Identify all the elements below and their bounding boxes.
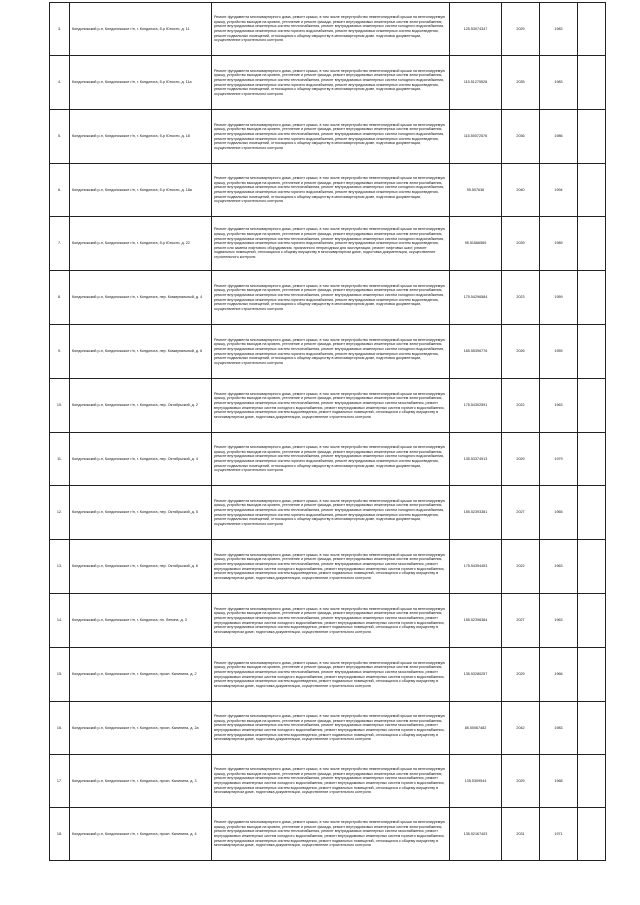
cost-cell: 155.52393381 [450,486,502,540]
table-row [50,217,606,271]
cost-cell: 135.53280257 [450,648,502,702]
table-row [50,808,606,861]
table-row [50,3,606,56]
row-number: 17. [50,755,70,808]
planned-year-cell: 2027 [502,594,540,648]
empty-cell [578,3,606,56]
table-row [50,271,606,325]
row-number: 9. [50,325,70,379]
build-year-cell: 1959 [540,271,578,325]
row-number: 8. [50,271,70,325]
cost-cell: 115.50072576 [450,110,502,164]
row-number: 7. [50,217,70,271]
works-cell: Ремонт фундамента многоквартирного дома, ремонт крыши, в том числе переустройство невентилируемой крыши на вентилируемую крышу, устройство выходов на кровлю, утепление и ремонт фасада, ремонт внутридомовых инженерных систем электроснабжения, ремонт внутридомовых инженерных систем теплоснабжения, ремонт внутридомовых инженерных систем газоснабжения, ремонт внутридомовых инженерных систем холодного водоснабжения, ремонт внутридомовых инженерных систем горячего водоснабжения, ремонт внутридомовых инженерных систем водоотведения, ремонт подвальных помещений, относящихся к общему имуществу в многоквартирном доме, подготовка документации, осуществление строительного контроля [212,755,450,808]
planned-year-cell: 2029 [502,755,540,808]
address-cell: Кондопожский р-н, Кондопожское г/п, г. Кондопога, б-р Юности, д. 18 [70,110,212,164]
cost-cell: 155.52396384 [450,594,502,648]
table-body [50,3,606,861]
empty-cell [578,808,606,861]
row-number: 13. [50,540,70,594]
table-row [50,325,606,379]
row-number: 11. [50,433,70,486]
planned-year-cell: 2039 [502,217,540,271]
empty-cell [578,648,606,702]
build-year-cell: 1979 [540,433,578,486]
housing-repair-table [49,2,606,861]
empty-cell [578,217,606,271]
cost-cell: 95.51666565 [450,217,502,271]
address-cell: Кондопожский р-н, Кондопожское г/п, г. Кондопога, пер. Октябрьский, д. 2 [70,379,212,433]
build-year-cell: 1983 [540,3,578,56]
build-year-cell: 1971 [540,808,578,861]
works-cell: Ремонт фундамента многоквартирного дома, ремонт крыши, в том числе переустройство невентилируемой крыши на вентилируемую крышу, устройство выходов на кровлю, утепление и ремонт фасада, ремонт внутридомовых инженерных систем электроснабжения, ремонт внутридомовых инженерных систем теплоснабжения, ремонт внутридомовых инженерных систем холодного водоснабжения, ремонт внутридомовых инженерных систем горячего водоснабжения, ремонт внутридомовых инженерных систем водоотведения, ремонт подвальных помещений, относящихся к общему имуществу в многоквартирном доме, подготовка документации, осуществление строительного контроля [212,433,450,486]
works-cell: Ремонт фундамента многоквартирного дома, ремонт крыши, в том числе переустройство невентилируемой крыши на вентилируемую крышу, устройство выходов на кровлю, утепление и ремонт фасада, ремонт внутридомовых инженерных систем электроснабжения, ремонт внутридомовых инженерных систем теплоснабжения, ремонт внутридомовых инженерных систем газоснабжения, ремонт внутридомовых инженерных систем холодного водоснабжения, ремонт внутридомовых инженерных систем горячего водоснабжения, ремонт внутридомовых инженерных систем водоотведения, ремонт подвальных помещений, относящихся к общему имуществу в многоквартирном доме, подготовка документации, осуществление строительного контроля [212,808,450,861]
table-row [50,379,606,433]
planned-year-cell: 2040 [502,164,540,217]
planned-year-cell: 2026 [502,325,540,379]
cost-cell: 135.52167403 [450,808,502,861]
table-row [50,110,606,164]
table-row [50,648,606,702]
cost-cell: 85.50067482 [450,702,502,755]
works-cell: Ремонт фундамента многоквартирного дома, ремонт крыши, в том числе переустройство невентилируемой крыши на вентилируемую крышу, устройство выходов на кровлю, утепление и ремонт фасада, ремонт внутридомовых инженерных систем электроснабжения, ремонт внутридомовых инженерных систем теплоснабжения, ремонт внутридомовых инженерных систем холодного водоснабжения, ремонт внутридомовых инженерных систем горячего водоснабжения, ремонт внутридомовых инженерных систем водоотведения, ремонт подвальных помещений, относящихся к общему имуществу в многоквартирном доме, подготовка документации, осуществление строительного контроля [212,164,450,217]
build-year-cell: 1963 [540,594,578,648]
row-number: 15. [50,648,70,702]
address-cell: Кондопожский р-н, Кондопожское г/п, г. Кондопога, пер. Октябрьский, д. 6 [70,540,212,594]
cost-cell: 175.54394453 [450,540,502,594]
works-cell: Ремонт фундамента многоквартирного дома, ремонт крыши, в том числе переустройство невентилируемой крыши на вентилируемую крышу, устройство выходов на кровлю, утепление и ремонт фасада, ремонт внутридомовых инженерных систем электроснабжения, ремонт внутридомовых инженерных систем теплоснабжения, ремонт внутридомовых инженерных систем холодного водоснабжения, ремонт внутридомовых инженерных систем горячего водоснабжения, ремонт внутридомовых инженерных систем водоотведения, ремонт подвальных помещений, относящихся к общему имуществу в многоквартирном доме, подготовка документации, осуществление строительного контроля [212,56,450,110]
table-row [50,540,606,594]
address-cell: Кондопожский р-н, Кондопожское г/п, г. Кондопога, б-р Юности, д. 18а [70,164,212,217]
address-cell: Кондопожский р-н, Кондопожское г/п, г. Кондопога, пер. Коммунальный, д. 4 [70,271,212,325]
planned-year-cell: 2027 [502,486,540,540]
build-year-cell: 1965 [540,486,578,540]
address-cell: Кондопожский р-н, Кондопожское г/п, г. Кондопога, просп. Калинина, д. 4 [70,808,212,861]
row-number: 14. [50,594,70,648]
row-number: 5. [50,110,70,164]
planned-year-cell: 2029 [502,3,540,56]
address-cell: Кондопожский р-н, Кондопожское г/п, г. Кондопога, б-р Юности, д. 11 [70,3,212,56]
cost-cell: 175.54302591 [450,379,502,433]
empty-cell [578,56,606,110]
address-cell: Кондопожский р-н, Кондопожское г/п, г. Кондопога, б-р Юности, д. 11а [70,56,212,110]
address-cell: Кондопожский р-н, Кондопожское г/п, г. Кондопога, просп. Калинина, д. 2 [70,648,212,702]
table-row [50,433,606,486]
empty-cell [578,379,606,433]
works-cell: Ремонт фундамента многоквартирного дома, ремонт крыши, в том числе переустройство невентилируемой крыши на вентилируемую крышу, устройство выходов на кровлю, утепление и ремонт фасада, ремонт внутридомовых инженерных систем электроснабжения, ремонт внутридомовых инженерных систем теплоснабжения, ремонт внутридомовых инженерных систем холодного водоснабжения, ремонт внутридомовых инженерных систем горячего водоснабжения, ремонт внутридомовых инженерных систем водоотведения, ремонт подвальных помещений, относящихся к общему имуществу в многоквартирном доме, подготовка документации, осуществление строительного контроля [212,325,450,379]
address-cell: Кондопожский р-н, Кондопожское г/п, г. Кондопога, просп. Калинина, д. 3 [70,755,212,808]
planned-year-cell: 2023 [502,271,540,325]
planned-year-cell: 2029 [502,433,540,486]
row-number: 4. [50,56,70,110]
table-row [50,56,606,110]
address-cell: Кондопожский р-н, Кондопожское г/п, г. Кондопога, пер. Коммунальный, д. 6 [70,325,212,379]
table-row [50,594,606,648]
empty-cell [578,486,606,540]
build-year-cell: 1994 [540,164,578,217]
table-row [50,702,606,755]
empty-cell [578,271,606,325]
planned-year-cell: 2031 [502,808,540,861]
build-year-cell: 1983 [540,56,578,110]
cost-cell: 135.53374913 [450,433,502,486]
build-year-cell: 1986 [540,110,578,164]
works-cell: Ремонт фундамента многоквартирного дома, ремонт крыши, в том числе переустройство невентилируемой крыши на вентилируемую крышу, устройство выходов на кровлю, утепление и ремонт фасада, ремонт внутридомовых инженерных систем электроснабжения, ремонт внутридомовых инженерных систем теплоснабжения, ремонт внутридомовых инженерных систем газоснабжения, ремонт внутридомовых инженерных систем холодного водоснабжения, ремонт внутридомовых инженерных систем горячего водоснабжения, ремонт внутридомовых инженерных систем водоотведения, ремонт подвальных помещений, относящихся к общему имуществу в многоквартирном доме, подготовка документации, осуществление строительного контроля [212,540,450,594]
build-year-cell: 1966 [540,648,578,702]
row-number: 12. [50,486,70,540]
empty-cell [578,325,606,379]
table-row [50,755,606,808]
row-number: 6. [50,164,70,217]
works-cell: Ремонт фундамента многоквартирного дома, ремонт крыши, в том числе переустройство невентилируемой крыши на вентилируемую крышу, устройство выходов на кровлю, утепление и ремонт фасада, ремонт внутридомовых инженерных систем электроснабжения, ремонт внутридомовых инженерных систем теплоснабжения, ремонт внутридомовых инженерных систем холодного водоснабжения, ремонт внутридомовых инженерных систем горячего водоснабжения, ремонт внутридомовых инженерных систем водоотведения, ремонт подвальных помещений, относящихся к общему имуществу в многоквартирном доме, подготовка документации, осуществление строительного контроля [212,271,450,325]
works-cell: Ремонт фундамента многоквартирного дома, ремонт крыши, в том числе переустройство невентилируемой крыши на вентилируемую крышу, устройство выходов на кровлю, утепление и ремонт фасада, ремонт внутридомовых инженерных систем электроснабжения, ремонт внутридомовых инженерных систем теплоснабжения, ремонт внутридомовых инженерных систем газоснабжения, ремонт внутридомовых инженерных систем холодного водоснабжения, ремонт внутридомовых инженерных систем горячего водоснабжения, ремонт внутридомовых инженерных систем водоотведения, ремонт подвальных помещений, относящихся к общему имуществу в многоквартирном доме, подготовка документации, осуществление строительного контроля [212,648,450,702]
works-cell: Ремонт фундамента многоквартирного дома, ремонт крыши, в том числе переустройство невентилируемой крыши на вентилируемую крышу, устройство выходов на кровлю, утепление и ремонт фасада, ремонт внутридомовых инженерных систем электроснабжения, ремонт внутридомовых инженерных систем теплоснабжения, ремонт внутридомовых инженерных систем холодного водоснабжения, ремонт внутридомовых инженерных систем горячего водоснабжения, ремонт внутридомовых инженерных систем водоотведения, ремонт или замена лифтового оборудования, признанного непригодным для эксплуатации, ремонт лифтовых шахт, ремонт подвальных помещений, относящихся к общему имуществу в многоквартирном доме, подготовка документации, осуществление строительного контроля [212,217,450,271]
row-number: 18. [50,808,70,861]
empty-cell [578,702,606,755]
table-row [50,164,606,217]
planned-year-cell: 2036 [502,110,540,164]
build-year-cell: 1963 [540,379,578,433]
empty-cell [578,755,606,808]
cost-cell: 165.55396776 [450,325,502,379]
cost-cell: 175.54296584 [450,271,502,325]
row-number: 10. [50,379,70,433]
planned-year-cell: 2022 [502,379,540,433]
address-cell: Кондопожский р-н, Кондопожское г/п, г. Кондопога, пл. Ленина, д. 3 [70,594,212,648]
cost-cell: 95.507636 [450,164,502,217]
planned-year-cell: 2022 [502,540,540,594]
address-cell: Кондопожский р-н, Кондопожское г/п, г. Кондопога, пер. Октябрьский, д. 5 [70,486,212,540]
works-cell: Ремонт фундамента многоквартирного дома, ремонт крыши, в том числе переустройство невентилируемой крыши на вентилируемую крышу, устройство выходов на кровлю, утепление и ремонт фасада, ремонт внутридомовых инженерных систем электроснабжения, ремонт внутридомовых инженерных систем теплоснабжения, ремонт внутридомовых инженерных систем холодного водоснабжения, ремонт внутридомовых инженерных систем горячего водоснабжения, ремонт внутридомовых инженерных систем водоотведения, ремонт подвальных помещений, относящихся к общему имуществу в многоквартирном доме, подготовка документации, осуществление строительного контроля [212,3,450,56]
empty-cell [578,594,606,648]
build-year-cell: 1989 [540,217,578,271]
row-number: 3. [50,3,70,56]
works-cell: Ремонт фундамента многоквартирного дома, ремонт крыши, в том числе переустройство невентилируемой крыши на вентилируемую крышу, устройство выходов на кровлю, утепление и ремонт фасада, ремонт внутридомовых инженерных систем электроснабжения, ремонт внутридомовых инженерных систем теплоснабжения, ремонт внутридомовых инженерных систем газоснабжения, ремонт внутридомовых инженерных систем холодного водоснабжения, ремонт внутридомовых инженерных систем горячего водоснабжения, ремонт внутридомовых инженерных систем водоотведения, ремонт подвальных помещений, относящихся к общему имуществу в многоквартирном доме, подготовка документации, осуществление строительного контроля [212,379,450,433]
works-cell: Ремонт фундамента многоквартирного дома, ремонт крыши, в том числе переустройство невентилируемой крыши на вентилируемую крышу, устройство выходов на кровлю, утепление и ремонт фасада, ремонт внутридомовых инженерных систем электроснабжения, ремонт внутридомовых инженерных систем теплоснабжения, ремонт внутридомовых инженерных систем холодного водоснабжения, ремонт внутридомовых инженерных систем горячего водоснабжения, ремонт внутридомовых инженерных систем водоотведения, ремонт подвальных помещений, относящихся к общему имуществу в многоквартирном доме, подготовка документации, осуществление строительного контроля [212,110,450,164]
works-cell: Ремонт фундамента многоквартирного дома, ремонт крыши, в том числе переустройство невентилируемой крыши на вентилируемую крышу, устройство выходов на кровлю, утепление и ремонт фасада, ремонт внутридомовых инженерных систем электроснабжения, ремонт внутридомовых инженерных систем теплоснабжения, ремонт внутридомовых инженерных систем газоснабжения, ремонт внутридомовых инженерных систем холодного водоснабжения, ремонт внутридомовых инженерных систем горячего водоснабжения, ремонт внутридомовых инженерных систем водоотведения, ремонт подвальных помещений, относящихся к общему имуществу в многоквартирном доме, подготовка документации, осуществление строительного контроля [212,594,450,648]
cost-cell: 135.5309544 [450,755,502,808]
planned-year-cell: 2035 [502,56,540,110]
cost-cell: 125.53074347 [450,3,502,56]
works-cell: Ремонт фундамента многоквартирного дома, ремонт крыши, в том числе переустройство невентилируемой крыши на вентилируемую крышу, устройство выходов на кровлю, утепление и ремонт фасада, ремонт внутридомовых инженерных систем электроснабжения, ремонт внутридомовых инженерных систем теплоснабжения, ремонт внутридомовых инженерных систем газоснабжения, ремонт внутридомовых инженерных систем холодного водоснабжения, ремонт внутридомовых инженерных систем горячего водоснабжения, ремонт внутридомовых инженерных систем водоотведения, ремонт подвальных помещений, относящихся к общему имуществу в многоквартирном доме, подготовка документации, осуществление строительного контроля [212,702,450,755]
table-row [50,486,606,540]
cost-cell: 115.51275528 [450,56,502,110]
works-cell: Ремонт фундамента многоквартирного дома, ремонт крыши, в том числе переустройство невентилируемой крыши на вентилируемую крышу, устройство выходов на кровлю, утепление и ремонт фасада, ремонт внутридомовых инженерных систем электроснабжения, ремонт внутридомовых инженерных систем теплоснабжения, ремонт внутридомовых инженерных систем холодного водоснабжения, ремонт внутридомовых инженерных систем горячего водоснабжения, ремонт внутридомовых инженерных систем водоотведения, ремонт подвальных помещений, относящихся к общему имуществу в многоквартирном доме, подготовка документации, осуществление строительного контроля [212,486,450,540]
empty-cell [578,540,606,594]
address-cell: Кондопожский р-н, Кондопожское г/п, г. Кондопога, б-р Юности, д. 22 [70,217,212,271]
planned-year-cell: 2029 [502,648,540,702]
empty-cell [578,164,606,217]
build-year-cell: 1983 [540,702,578,755]
build-year-cell: 1959 [540,325,578,379]
address-cell: Кондопожский р-н, Кондопожское г/п, г. Кондопога, пер. Октябрьский, д. 4 [70,433,212,486]
address-cell: Кондопожский р-н, Кондопожское г/п, г. Кондопога, просп. Калинина, д. 2а [70,702,212,755]
build-year-cell: 1963 [540,540,578,594]
empty-cell [578,110,606,164]
planned-year-cell: 2042 [502,702,540,755]
build-year-cell: 1968 [540,755,578,808]
row-number: 16. [50,702,70,755]
empty-cell [578,433,606,486]
